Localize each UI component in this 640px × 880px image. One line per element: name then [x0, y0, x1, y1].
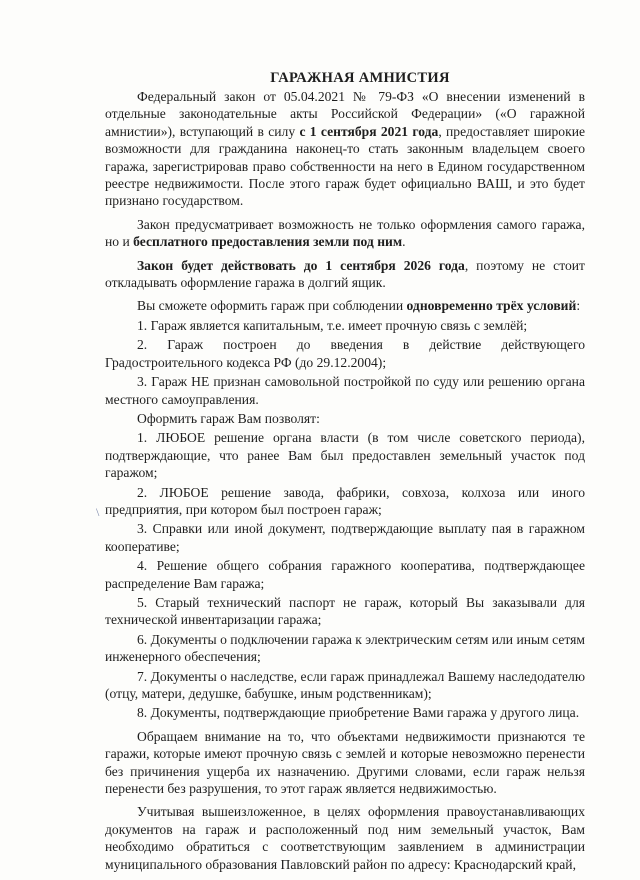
document-item: 7. Документы о наследстве, если гараж принадлежал Вашему наследодателю (отцу, матери, дедушке, бабушке, иным родственникам);: [105, 668, 585, 701]
condition-item: 1. Гараж является капитальным, т.е. имеет прочную связь с землёй;: [137, 317, 528, 333]
bold-free-land: бесплатного предоставления земли под ним: [133, 234, 403, 250]
paragraph-final: Учитывая вышеизложенное, в целях оформления правоустанавливающих документов на гараж и расположенный под ним земельный участок, Вам необходимо обратиться с соответствующим заявлением в администрации муниципального образования Павловский район по адресу: Краснодарский край,: [105, 804, 585, 872]
condition-item: 2. Гараж построен до введения в действие действующего Градостроительного кодекса РФ (до 29.12.2004);: [105, 337, 585, 370]
document-item: 4. Решение общего собрания гаражного кооператива, подтверждающее распределение Вам гаража;: [105, 558, 585, 591]
paragraph-attention: Обращаем внимание на то, что объектами недвижимости признаются те гаражи, которые имеют прочную связь с землей и которые невозможно перенести без причинения ущерба их назначению. Другими словами, если гараж нельзя перенести без разрушения, то этот гараж является недвижимостью.: [105, 728, 585, 797]
paragraph-conditions-intro: [105, 297, 585, 314]
text: .: [402, 234, 406, 250]
document-item: 3. Справки или иной документ, подтверждающие выплату пая в гаражном кооперативе;: [105, 521, 585, 554]
bold-three-conditions: одновременно трёх условий: [406, 298, 577, 314]
scan-mark: \: [96, 505, 100, 519]
document-body: [105, 88, 585, 875]
text: :: [576, 298, 581, 314]
text: , поэтому не стоит откладывать оформление гаража в долгий ящик.: [105, 257, 585, 291]
documents-intro: Оформить гараж Вам позволят:: [137, 410, 320, 426]
document-title: ГАРАЖНАЯ АМНИСТИЯ: [270, 70, 450, 86]
text: Закон предусматривает возможность не только оформления самого гаража, но и: [105, 216, 585, 250]
document-item: 5. Старый технический паспорт не гараж, который Вы заказывали для технической инвентаризации гаража;: [105, 594, 585, 628]
paragraph-deadline: [105, 257, 585, 292]
text: Вы сможете оформить гараж при соблюдении: [137, 298, 407, 314]
text: Федеральный закон от 05.04.2021 № 79-ФЗ «О внесении изменений в отдельные законодательные акты Российской Федерации» («О гаражной амнистии»), вступающий в силу: [105, 89, 585, 139]
document-item: 8. Документы, подтверждающие приобретение Вами гаража у другого лица.: [137, 705, 580, 721]
condition-item: 3. Гараж НЕ признан самовольной постройкой по суду или решению органа местного самоуправления.: [105, 374, 585, 407]
text: , предоставляет широкие возможности для гражданина наконец-то стать законным владельцем своего гаража, зарегистрировав право собственности на него в Едином государственном реестре недвижимости. После этого гараж будет официально ВАШ, и это будет признано государством.: [105, 123, 586, 209]
document-item: 6. Документы о подключении гаража к электрическим сетям или иным сетям инженерного обеспечения;: [105, 631, 585, 665]
bold-date: с 1 сентября 2021 года: [299, 123, 439, 139]
paragraph-law-intro: [105, 88, 585, 210]
document-item: 2. ЛЮБОЕ решение завода, фабрики, совхоза, колхоза или иного предприятия, при котором был построен гараж;: [105, 484, 585, 517]
paragraph-land: [105, 216, 585, 251]
bold-deadline: Закон будет действовать до 1 сентября 2026 года: [137, 257, 465, 273]
document-item: 1. ЛЮБОЕ решение органа власти (в том числе советского периода), подтверждающие, что ранее Вам был предоставлен земельный участок под гаражом;: [105, 430, 585, 481]
